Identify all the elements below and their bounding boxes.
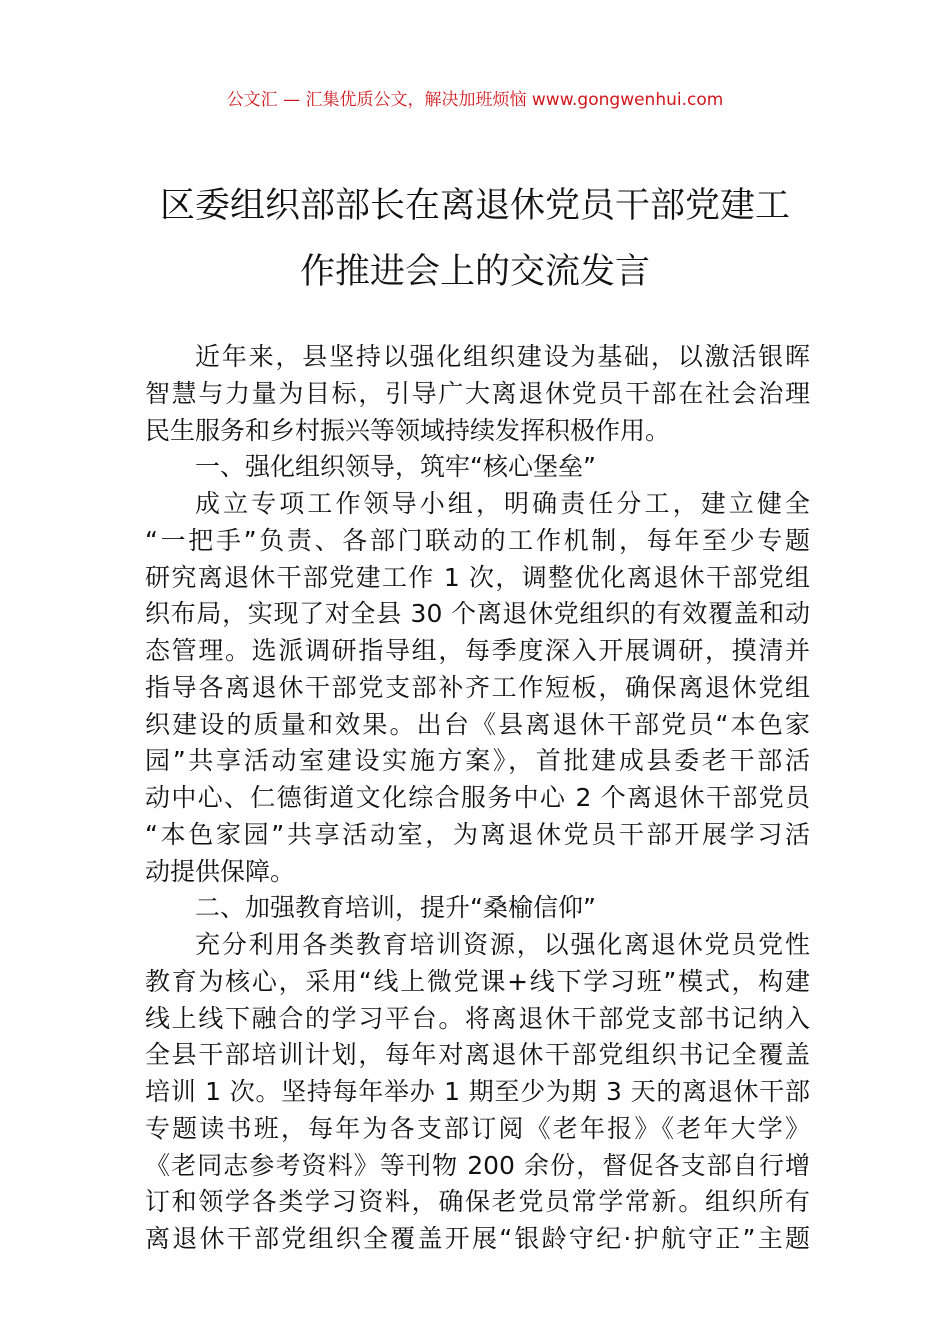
body-text-line: 《老同志参考资料》等刊物 200 余份，督促各支部自行增 (145, 1150, 810, 1180)
body-text-line: 动提供保障。 (145, 856, 296, 886)
body-text-line: 专题读书班，每年为各支部订阅《老年报》《老年大学》 (145, 1113, 810, 1143)
body-text-line: 织布局，实现了对全县 30 个离退休党组织的有效覆盖和动 (145, 599, 810, 629)
body-text-line: 订和领学各类学习资料，确保老党员常学常新。组织所有 (145, 1187, 810, 1217)
body-text-line: 二、加强教育培训，提升“桑榆信仰” (195, 893, 596, 923)
body-text-line: 线上线下融合的学习平台。将离退休干部党支部书记纳入 (145, 1003, 810, 1033)
body-text-line: 园”共享活动室建设实施方案》，首批建成县委老干部活 (145, 746, 810, 776)
site-header-banner: 公文汇 — 汇集优质公文，解决加班烦恼 www.gongwenhui.com (226, 90, 724, 110)
body-text-line: 充分利用各类教育培训资源，以强化离退休党员党性 (195, 930, 810, 959)
body-text-line: 研究离退休干部党建工作 1 次，调整优化离退休干部党组 (145, 562, 810, 592)
body-text-line: 织建设的质量和效果。出台《县离退休干部党员“本色家 (145, 709, 810, 739)
body-text-line: 智慧与力量为目标，引导广大离退休党员干部在社会治理 (145, 378, 810, 408)
body-text-line: 全县干部培训计划，每年对离退休干部党组织书记全覆盖 (145, 1040, 810, 1070)
document-body (145, 339, 810, 1258)
body-text-line: 离退休干部党组织全覆盖开展“银龄守纪·护航守正”主题 (145, 1224, 810, 1253)
body-text-line: 指导各离退休干部党支部补齐工作短板，确保离退休党组 (145, 672, 810, 702)
body-text-line: 成立专项工作领导小组，明确责任分工，建立健全 (195, 489, 810, 518)
body-text-line: 近年来，县坚持以强化组织建设为基础，以激活银晖 (195, 342, 810, 371)
body-text-line: 民生服务和乡村振兴等领域持续发挥积极作用。 (145, 415, 671, 445)
document-title-line-2: 作推进会上的交流发言 (299, 252, 650, 292)
document-title-line-1: 区委组织部部长在离退休党员干部党建工 (159, 186, 790, 226)
body-text-line: 培训 1 次。坚持每年举办 1 期至少为期 3 天的离退休干部 (145, 1077, 810, 1106)
body-text-line: 教育为核心，采用“线上微党课+线下学习班”模式，构建 (145, 966, 810, 996)
body-text-line: “一把手”负责、各部门联动的工作机制，每年至少专题 (145, 525, 810, 555)
body-text-line: 动中心、仁德街道文化综合服务中心 2 个离退休干部党员 (145, 783, 810, 812)
body-text-line: 态管理。选派调研指导组，每季度深入开展调研，摸清并 (145, 636, 810, 665)
body-text-line: 一、强化组织领导，筑牢“核心堡垒” (195, 452, 596, 482)
body-text-line: “本色家园”共享活动室，为离退休党员干部开展学习活 (145, 819, 810, 849)
